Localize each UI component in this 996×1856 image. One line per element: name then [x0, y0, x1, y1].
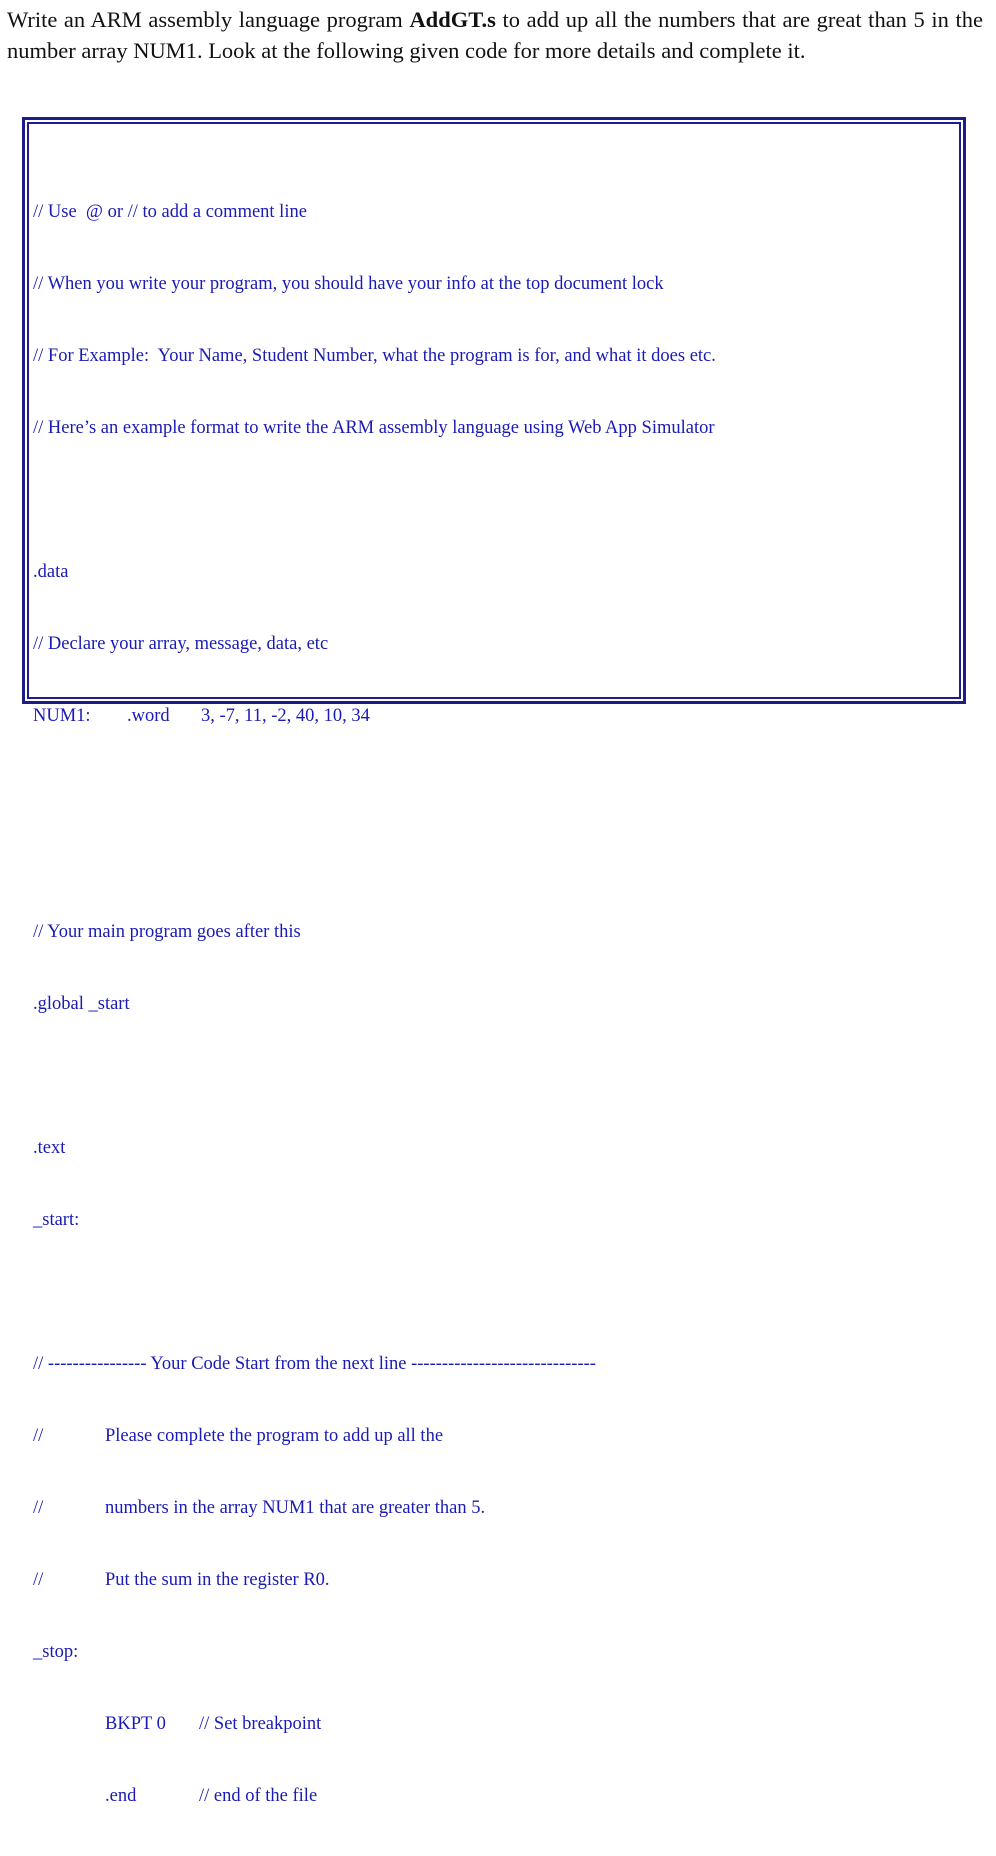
stop-label: _stop: [33, 1642, 79, 1662]
end-comment: // end of the file [199, 1786, 318, 1806]
num1-values: 3, -7, 11, -2, 40, 10, 34 [201, 706, 370, 726]
code-comment-line: // Your main program goes after this [33, 922, 301, 942]
bkpt-line [33, 1712, 716, 1736]
comment-slash: // [33, 1426, 44, 1446]
code-box-inner [27, 122, 961, 1806]
bkpt-comment: // Set breakpoint [199, 1714, 322, 1734]
global-directive: .global _start [33, 994, 130, 1014]
task-text: numbers in the array NUM1 that are greater than 5. [105, 1498, 486, 1518]
blank-line [33, 1280, 716, 1304]
blank-line [33, 848, 716, 872]
code-comment-line: // When you write your program, you should have your info at the top document lock [33, 274, 664, 294]
code-listing [33, 152, 716, 1856]
instructions-paragraph [7, 4, 983, 66]
code-box [22, 117, 966, 1806]
code-start-marker: // ---------------- Your Code Start from the next line ------------------------------ [33, 1354, 596, 1374]
blank-line [33, 1064, 716, 1088]
task-comment-line [33, 1496, 716, 1520]
start-label: _start: [33, 1210, 80, 1230]
intro-text-1: Write an ARM assembly language program [7, 7, 410, 32]
blank-line [33, 488, 716, 512]
data-directive: .data [33, 562, 69, 582]
task-text: Please complete the program to add up all the [105, 1426, 444, 1446]
text-directive: .text [33, 1138, 66, 1158]
code-comment-line: // Here’s an example format to write the ARM assembly language using Web App Simulator [33, 418, 715, 438]
bkpt-instruction: BKPT 0 [105, 1714, 166, 1734]
task-comment-line [33, 1568, 716, 1592]
code-comment-line: // For Example: Your Name, Student Number, what the program is for, and what it does etc. [33, 346, 716, 366]
intro-text-2: to add up all the numbers that are great than 5 in the number array NUM1. Look at the following given code for more details and complete it. [7, 7, 984, 63]
word-directive: .word [127, 706, 170, 726]
comment-slash: // [33, 1498, 44, 1518]
code-comment-line: // Use @ or // to add a comment line [33, 202, 307, 222]
num1-label: NUM1: [33, 706, 91, 726]
blank-line [33, 776, 716, 800]
num1-declaration [33, 704, 716, 728]
task-text: Put the sum in the register R0. [105, 1570, 330, 1590]
code-comment-line: // Declare your array, message, data, etc [33, 634, 329, 654]
end-directive: .end [105, 1786, 137, 1806]
task-comment-line [33, 1424, 716, 1448]
end-line [33, 1784, 716, 1808]
program-filename: AddGT.s [409, 7, 496, 32]
comment-slash: // [33, 1570, 44, 1590]
